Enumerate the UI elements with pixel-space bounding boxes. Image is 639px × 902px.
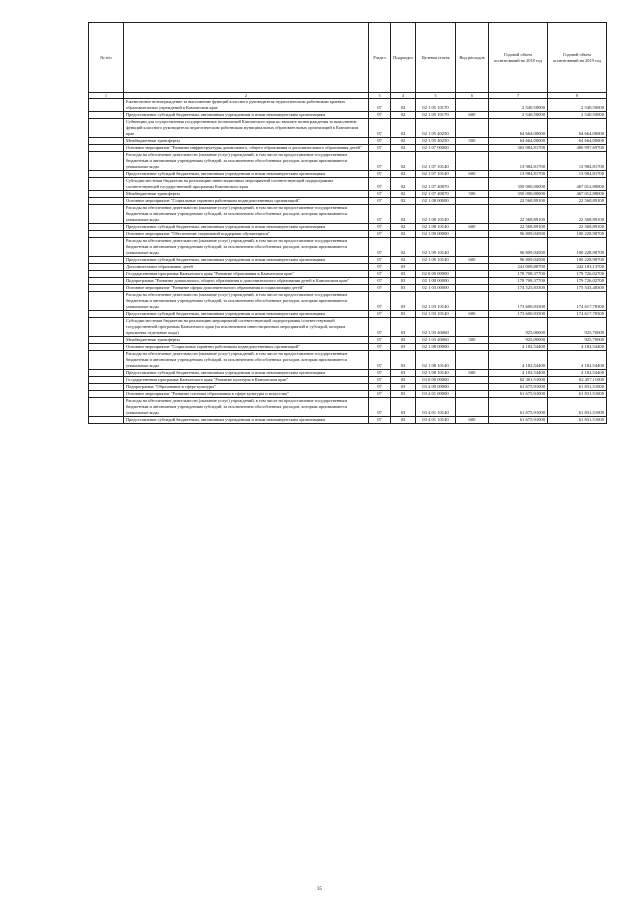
row-number: [89, 238, 124, 257]
row-subsection: 02: [391, 145, 416, 152]
row-expense-kind: [456, 205, 489, 224]
table-row: [89, 238, 607, 257]
row-amount-2019: 2 540,50000: [548, 112, 607, 119]
row-number: [89, 205, 124, 224]
row-number: [89, 171, 124, 178]
row-target-item: 02 1 09 10140: [416, 257, 456, 264]
col-header-section: Раздел: [369, 23, 391, 93]
row-subsection: 02: [391, 238, 416, 257]
row-amount-2018: 64 664,00000: [489, 138, 548, 145]
row-number: [89, 198, 124, 205]
row-name: Предоставление субсидий бюджетным, автономным учреждениям и иным некоммерческим организациям: [124, 417, 369, 424]
col-header-expense-kind: Вид расходов: [456, 23, 489, 93]
table-row: [89, 278, 607, 285]
row-amount-2019: 61 831,51000: [548, 417, 607, 424]
row-subsection: 02: [391, 152, 416, 171]
row-target-item: 02 1 05 10170: [416, 99, 456, 112]
row-subsection: 02: [391, 231, 416, 238]
row-number: [89, 351, 124, 370]
table-row: [89, 257, 607, 264]
row-target-item: 03 4 00 00000: [416, 384, 456, 391]
row-subsection: 02: [391, 224, 416, 231]
row-name: Межбюджетные трансферты: [124, 138, 369, 145]
row-name: Основное мероприятие "Социальные гарантии работникам подведомственных организаций": [124, 198, 369, 205]
table-row: [89, 377, 607, 384]
row-name: Дополнительное образование детей: [124, 264, 369, 271]
row-target-item: 02 1 08 10140: [416, 224, 456, 231]
row-number: [89, 138, 124, 145]
row-number: [89, 152, 124, 171]
row-expense-kind: 500: [456, 191, 489, 198]
row-name: Предоставление субсидий бюджетным, автономным учреждениям и иным некоммерческим организациям: [124, 257, 369, 264]
row-section: 07: [369, 417, 391, 424]
row-expense-kind: [456, 198, 489, 205]
row-subsection: 03: [391, 337, 416, 344]
row-amount-2019: 467 012,88000: [548, 191, 607, 198]
row-target-item: 02 1 03 40060: [416, 318, 456, 337]
row-subsection: 03: [391, 377, 416, 384]
row-name: Межбюджетные трансферты: [124, 337, 369, 344]
row-section: 07: [369, 311, 391, 318]
row-section: 07: [369, 99, 391, 112]
table-row: [89, 205, 607, 224]
row-amount-2018: 925,00000: [489, 337, 548, 344]
row-expense-kind: [456, 145, 489, 152]
row-name: Подпрограмма "Развитие дошкольного, общего образования и дополнительного образования детей в Камчатском крае": [124, 278, 369, 285]
row-section: 07: [369, 152, 391, 171]
row-amount-2018: 22 568,89100: [489, 198, 548, 205]
row-amount-2018: 350 000,00000: [489, 178, 548, 191]
row-target-item: 02 1 03 00000: [416, 285, 456, 292]
row-target-item: 02 1 05 40250: [416, 138, 456, 145]
column-index: 3: [369, 93, 391, 99]
row-expense-kind: [456, 278, 489, 285]
row-amount-2018: 2 540,50000: [489, 112, 548, 119]
row-amount-2018: 96 809,04500: [489, 231, 548, 238]
row-target-item: 02 1 03 10140: [416, 311, 456, 318]
row-name: Подпрограмма "Образование в сфере культуры": [124, 384, 369, 391]
row-name: Межбюджетные трансферты: [124, 191, 369, 198]
row-subsection: 02: [391, 112, 416, 119]
table-row: [89, 112, 607, 119]
row-name: Субвенции для осуществления государственных полномочий Камчатского края по выплате вознаграждения за выполнение функций классного руководителя педагогическим работникам муниципальных образовательных организаций в Камчатском крае: [124, 119, 369, 138]
row-target-item: 03 0 00 00000: [416, 377, 456, 384]
row-name: Основное мероприятие "Развитие сферы дополнительного образования и социализации детей": [124, 285, 369, 292]
row-name: Предоставление субсидий бюджетным, автономным учреждениям и иным некоммерческим организациям: [124, 112, 369, 119]
row-amount-2019: 22 568,89100: [548, 205, 607, 224]
row-target-item: 03 4 01 00000: [416, 391, 456, 398]
col-header-name: [124, 23, 369, 93]
row-subsection: 03: [391, 351, 416, 370]
row-expense-kind: [456, 377, 489, 384]
row-amount-2018: 4 182,54400: [489, 351, 548, 370]
row-target-item: 02 1 07 00000: [416, 145, 456, 152]
row-subsection: 03: [391, 264, 416, 271]
row-amount-2019: 100 228,98700: [548, 238, 607, 257]
row-target-item: 02 1 09 10140: [416, 238, 456, 257]
table-row: [89, 311, 607, 318]
col-header-2018: Годовой объем ассигнований на 2018 год: [489, 23, 548, 93]
row-expense-kind: 600: [456, 417, 489, 424]
row-section: 07: [369, 238, 391, 257]
row-amount-2018: 61 675,91000: [489, 391, 548, 398]
row-name: Государственная программа Камчатского края "Развитие образования в Камчатском крае": [124, 271, 369, 278]
row-target-item: 02 1 07 10140: [416, 171, 456, 178]
row-number: [89, 285, 124, 292]
row-amount-2019: 4 182,54400: [548, 351, 607, 370]
row-target-item: [416, 264, 456, 271]
row-section: 07: [369, 205, 391, 224]
row-number: [89, 191, 124, 198]
row-expense-kind: [456, 344, 489, 351]
row-amount-2018: 22 568,89100: [489, 205, 548, 224]
row-target-item: 02 1 08 00000: [416, 198, 456, 205]
row-expense-kind: [456, 231, 489, 238]
row-expense-kind: [456, 384, 489, 391]
row-number: [89, 231, 124, 238]
row-amount-2018: 173 600,83300: [489, 311, 548, 318]
table-row: [89, 285, 607, 292]
row-section: 07: [369, 112, 391, 119]
row-amount-2018: 61 675,91000: [489, 398, 548, 417]
row-amount-2018: 925,00000: [489, 318, 548, 337]
row-target-item: 02 1 07 10140: [416, 152, 456, 171]
row-name: Расходы на обеспечение деятельности (оказание услуг) учреждений, в том числе на предоставление государственным бюджетным и автономным учреждениям субсидий, за исключением обособленных расходов, которым присваиваются уникальные коды: [124, 205, 369, 224]
row-amount-2018: 174 525,83300: [489, 285, 548, 292]
row-section: 07: [369, 398, 391, 417]
row-expense-kind: [456, 351, 489, 370]
row-amount-2019: 925,70000: [548, 318, 607, 337]
table-row: [89, 292, 607, 311]
column-index: 4: [391, 93, 416, 99]
row-amount-2019: 61 831,51000: [548, 391, 607, 398]
row-amount-2019: 61 831,51000: [548, 384, 607, 391]
row-amount-2019: 925,70000: [548, 337, 607, 344]
budget-sheet: [88, 22, 606, 424]
row-number: [89, 99, 124, 112]
row-section: 07: [369, 224, 391, 231]
row-target-item: 02 1 08 10140: [416, 351, 456, 370]
row-target-item: 02 1 00 00000: [416, 278, 456, 285]
row-number: [89, 318, 124, 337]
column-index: 8: [548, 93, 607, 99]
row-amount-2019: 22 568,89100: [548, 224, 607, 231]
row-expense-kind: [456, 398, 489, 417]
row-number: [89, 337, 124, 344]
row-name: Расходы на обеспечение деятельности (оказание услуг) учреждений, в том числе на предоставление государственным бюджетным и автономным учреждениям субсидий, за исключением обособленных расходов, которым присваиваются уникальные коды: [124, 351, 369, 370]
row-number: [89, 264, 124, 271]
row-subsection: 02: [391, 257, 416, 264]
row-name: Расходы на обеспечение деятельности (оказание услуг) учреждений, в том числе на предоставление государственным бюджетным и автономным учреждениям субсидий, за исключением обособленных расходов, которым присваиваются уникальные коды: [124, 152, 369, 171]
row-name: Предоставление субсидий бюджетным, автономным учреждениям и иным некоммерческим организациям: [124, 224, 369, 231]
row-subsection: 02: [391, 198, 416, 205]
row-section: 07: [369, 178, 391, 191]
row-number: [89, 311, 124, 318]
col-header-subsection: Подраздел: [391, 23, 416, 93]
row-number: [89, 391, 124, 398]
row-amount-2019: 62 457,11000: [548, 377, 607, 384]
row-amount-2018: 173 600,83300: [489, 292, 548, 311]
row-subsection: 02: [391, 138, 416, 145]
row-amount-2018: 13 984,81700: [489, 152, 548, 171]
row-section: 07: [369, 145, 391, 152]
row-number: [89, 119, 124, 138]
row-section: 07: [369, 171, 391, 178]
row-expense-kind: [456, 238, 489, 257]
table-row: [89, 171, 607, 178]
row-subsection: 03: [391, 391, 416, 398]
table-row: [89, 370, 607, 377]
table-row: [89, 119, 607, 138]
row-section: 07: [369, 278, 391, 285]
row-amount-2018: 61 675,91000: [489, 417, 548, 424]
col-header-num: № п/п: [89, 23, 124, 93]
row-expense-kind: [456, 318, 489, 337]
row-section: 07: [369, 264, 391, 271]
row-expense-kind: 600: [456, 311, 489, 318]
row-number: [89, 271, 124, 278]
row-target-item: 03 4 01 10140: [416, 417, 456, 424]
page-number: 35: [317, 887, 322, 892]
row-subsection: 03: [391, 292, 416, 311]
row-amount-2018: 96 809,04500: [489, 257, 548, 264]
row-section: 07: [369, 257, 391, 264]
table-row: [89, 417, 607, 424]
row-expense-kind: 500: [456, 138, 489, 145]
row-subsection: 03: [391, 417, 416, 424]
row-amount-2018: 4 182,54400: [489, 370, 548, 377]
row-section: 07: [369, 198, 391, 205]
row-amount-2019: 174 617,78300: [548, 292, 607, 311]
row-amount-2019: 175 543,48300: [548, 285, 607, 292]
table-row: [89, 99, 607, 112]
row-number: [89, 370, 124, 377]
row-amount-2018: 22 568,89100: [489, 224, 548, 231]
table-row: [89, 198, 607, 205]
row-name: Предоставление субсидий бюджетным, автономным учреждениям и иным некоммерческим организациям: [124, 311, 369, 318]
column-index: 6: [456, 93, 489, 99]
row-number: [89, 224, 124, 231]
row-number: [89, 377, 124, 384]
row-subsection: 03: [391, 278, 416, 285]
row-subsection: 02: [391, 191, 416, 198]
row-target-item: 02 1 05 40250: [416, 119, 456, 138]
row-amount-2019: 13 984,81700: [548, 171, 607, 178]
row-amount-2018: 13 984,81700: [489, 171, 548, 178]
row-number: [89, 178, 124, 191]
table-row: [89, 344, 607, 351]
column-index: 5: [416, 93, 456, 99]
row-name: Предоставление субсидий бюджетным, автономным учреждениям и иным некоммерческим организациям: [124, 171, 369, 178]
row-name: Субсидии местным бюджетам на реализацию инвестиционных мероприятий соответствующей подпрограммы соответствующей государственной программы Камчатского края: [124, 178, 369, 191]
row-number: [89, 384, 124, 391]
row-amount-2019: 100 228,98700: [548, 257, 607, 264]
row-target-item: 02 1 07 40070: [416, 178, 456, 191]
row-target-item: 02 1 07 40070: [416, 191, 456, 198]
row-expense-kind: 500: [456, 337, 489, 344]
row-subsection: 03: [391, 311, 416, 318]
row-number: [89, 145, 124, 152]
table-row: [89, 231, 607, 238]
row-name: Основное мероприятие "Развитие системы образования в сфере культуры и искусства": [124, 391, 369, 398]
row-number: [89, 257, 124, 264]
row-amount-2019: 174 617,78300: [548, 311, 607, 318]
row-expense-kind: [456, 99, 489, 112]
row-amount-2019: 179 726,02700: [548, 278, 607, 285]
table-row: [89, 178, 607, 191]
row-section: 07: [369, 337, 391, 344]
table-row: [89, 191, 607, 198]
row-target-item: 02 1 03 40060: [416, 337, 456, 344]
col-header-target-item: Целевая статья: [416, 23, 456, 93]
row-expense-kind: [456, 285, 489, 292]
row-target-item: 02 0 00 00000: [416, 271, 456, 278]
row-amount-2018: 64 664,00000: [489, 119, 548, 138]
row-number: [89, 398, 124, 417]
row-number: [89, 344, 124, 351]
table-row: [89, 337, 607, 344]
row-target-item: 02 1 08 10140: [416, 370, 456, 377]
row-target-item: 02 1 09 00000: [416, 231, 456, 238]
row-section: 07: [369, 377, 391, 384]
row-expense-kind: [456, 119, 489, 138]
table-row: [89, 391, 607, 398]
row-section: 07: [369, 271, 391, 278]
row-amount-2018: 178 708,37700: [489, 271, 548, 278]
row-section: 07: [369, 370, 391, 377]
row-subsection: 02: [391, 99, 416, 112]
row-name: Основное мероприятие "Социальные гарантии работникам подведомственных организаций": [124, 344, 369, 351]
table-row: [89, 224, 607, 231]
row-section: 07: [369, 119, 391, 138]
row-name: Основное мероприятие "Развитие инфраструктуры дошкольного, общего образования и дополнительного образования детей": [124, 145, 369, 152]
table-row: [89, 398, 607, 417]
row-name: Основное мероприятие "Обеспечение социальной поддержки обучающихся": [124, 231, 369, 238]
row-amount-2018: 241 009,88700: [489, 264, 548, 271]
row-section: 07: [369, 384, 391, 391]
row-target-item: 02 1 03 10140: [416, 292, 456, 311]
row-amount-2018: 4 182,54400: [489, 344, 548, 351]
table-row: [89, 351, 607, 370]
row-number: [89, 417, 124, 424]
row-expense-kind: [456, 152, 489, 171]
row-amount-2019: 4 182,54400: [548, 344, 607, 351]
row-target-item: 03 4 01 10140: [416, 398, 456, 417]
table-row: [89, 138, 607, 145]
row-section: 07: [369, 391, 391, 398]
row-expense-kind: 600: [456, 112, 489, 119]
row-target-item: 02 1 08 00000: [416, 344, 456, 351]
row-amount-2019: 13 984,81700: [548, 152, 607, 171]
col-header-2019: Годовой объем ассигнований на 2019 год: [548, 23, 607, 93]
row-expense-kind: [456, 271, 489, 278]
row-name: Субсидии местным бюджетам на реализацию мероприятий соответствующей подпрограммы соответствующей государственной программы Камчатского края (за исключением инвестиционных мероприятий и субсидий, которым присвоены отдельные коды): [124, 318, 369, 337]
row-name: Предоставление субсидий бюджетным, автономным учреждениям и иным некоммерческим организациям: [124, 370, 369, 377]
row-amount-2018: 62 301,51000: [489, 377, 548, 384]
header-row: [89, 23, 607, 93]
row-subsection: 02: [391, 119, 416, 138]
row-amount-2019: 100 228,98700: [548, 231, 607, 238]
row-name: Расходы на обеспечение деятельности (оказание услуг) учреждений, в том числе на предоставление государственным бюджетным и автономным учреждениям субсидий, за исключением обособленных расходов, которым присваиваются уникальные коды: [124, 238, 369, 257]
column-index: 2: [124, 93, 369, 99]
row-section: 07: [369, 344, 391, 351]
row-subsection: 03: [391, 344, 416, 351]
row-subsection: 03: [391, 370, 416, 377]
row-name: Государственная программа Камчатского края "Развитие культуры в Камчатском крае": [124, 377, 369, 384]
row-section: 07: [369, 231, 391, 238]
row-subsection: 02: [391, 205, 416, 224]
row-amount-2019: 61 831,51000: [548, 398, 607, 417]
table-row: [89, 152, 607, 171]
column-index: 1: [89, 93, 124, 99]
row-expense-kind: [456, 264, 489, 271]
row-amount-2018: 61 675,91000: [489, 384, 548, 391]
budget-table: [88, 22, 607, 424]
row-expense-kind: 600: [456, 370, 489, 377]
table-row: [89, 318, 607, 337]
row-amount-2019: 242 183,13700: [548, 264, 607, 271]
table-row: [89, 264, 607, 271]
row-amount-2018: 2 540,50000: [489, 99, 548, 112]
row-section: 07: [369, 318, 391, 337]
row-amount-2019: 480 997,69700: [548, 145, 607, 152]
table-row: [89, 271, 607, 278]
row-amount-2018: 363 984,81700: [489, 145, 548, 152]
row-target-item: 02 1 08 10140: [416, 205, 456, 224]
row-name: Расходы на обеспечение деятельности (оказание услуг) учреждений, в том числе на предоставление государственным бюджетным и автономным учреждениям субсидий, за исключением обособленных расходов, которым присваиваются уникальные коды: [124, 398, 369, 417]
column-index: 7: [489, 93, 548, 99]
row-subsection: 03: [391, 271, 416, 278]
row-expense-kind: 600: [456, 171, 489, 178]
row-amount-2018: 178 708,37700: [489, 278, 548, 285]
row-amount-2019: 467 012,88000: [548, 178, 607, 191]
row-number: [89, 112, 124, 119]
row-expense-kind: [456, 178, 489, 191]
row-expense-kind: 600: [456, 257, 489, 264]
row-amount-2019: 22 568,89100: [548, 198, 607, 205]
row-amount-2018: 96 809,04500: [489, 238, 548, 257]
row-expense-kind: [456, 292, 489, 311]
row-section: 07: [369, 292, 391, 311]
row-amount-2019: 4 182,54400: [548, 370, 607, 377]
row-section: 07: [369, 138, 391, 145]
row-target-item: 02 1 05 10170: [416, 112, 456, 119]
row-number: [89, 278, 124, 285]
row-expense-kind: 600: [456, 224, 489, 231]
row-amount-2019: 64 664,00000: [548, 138, 607, 145]
row-subsection: 02: [391, 178, 416, 191]
row-subsection: 02: [391, 171, 416, 178]
row-subsection: 03: [391, 318, 416, 337]
row-subsection: 03: [391, 384, 416, 391]
row-subsection: 03: [391, 285, 416, 292]
row-section: 07: [369, 285, 391, 292]
row-name: Ежемесячное вознаграждение за выполнение функций классного руководителя педагогическим работникам краевых образовательных учреждений в Камчатском крае: [124, 99, 369, 112]
row-subsection: 03: [391, 398, 416, 417]
row-section: 07: [369, 191, 391, 198]
row-amount-2018: 350 000,00000: [489, 191, 548, 198]
row-amount-2019: 179 726,02700: [548, 271, 607, 278]
row-number: [89, 292, 124, 311]
row-amount-2019: 64 664,00000: [548, 119, 607, 138]
row-name: Расходы на обеспечение деятельности (оказание услуг) учреждений, в том числе на предоставление государственным бюджетным и автономным учреждениям субсидий, за исключением обособленных расходов, которым присваиваются уникальные коды: [124, 292, 369, 311]
table-row: [89, 384, 607, 391]
row-expense-kind: [456, 391, 489, 398]
row-section: 07: [369, 351, 391, 370]
table-row: [89, 145, 607, 152]
row-amount-2019: 2 540,50000: [548, 99, 607, 112]
